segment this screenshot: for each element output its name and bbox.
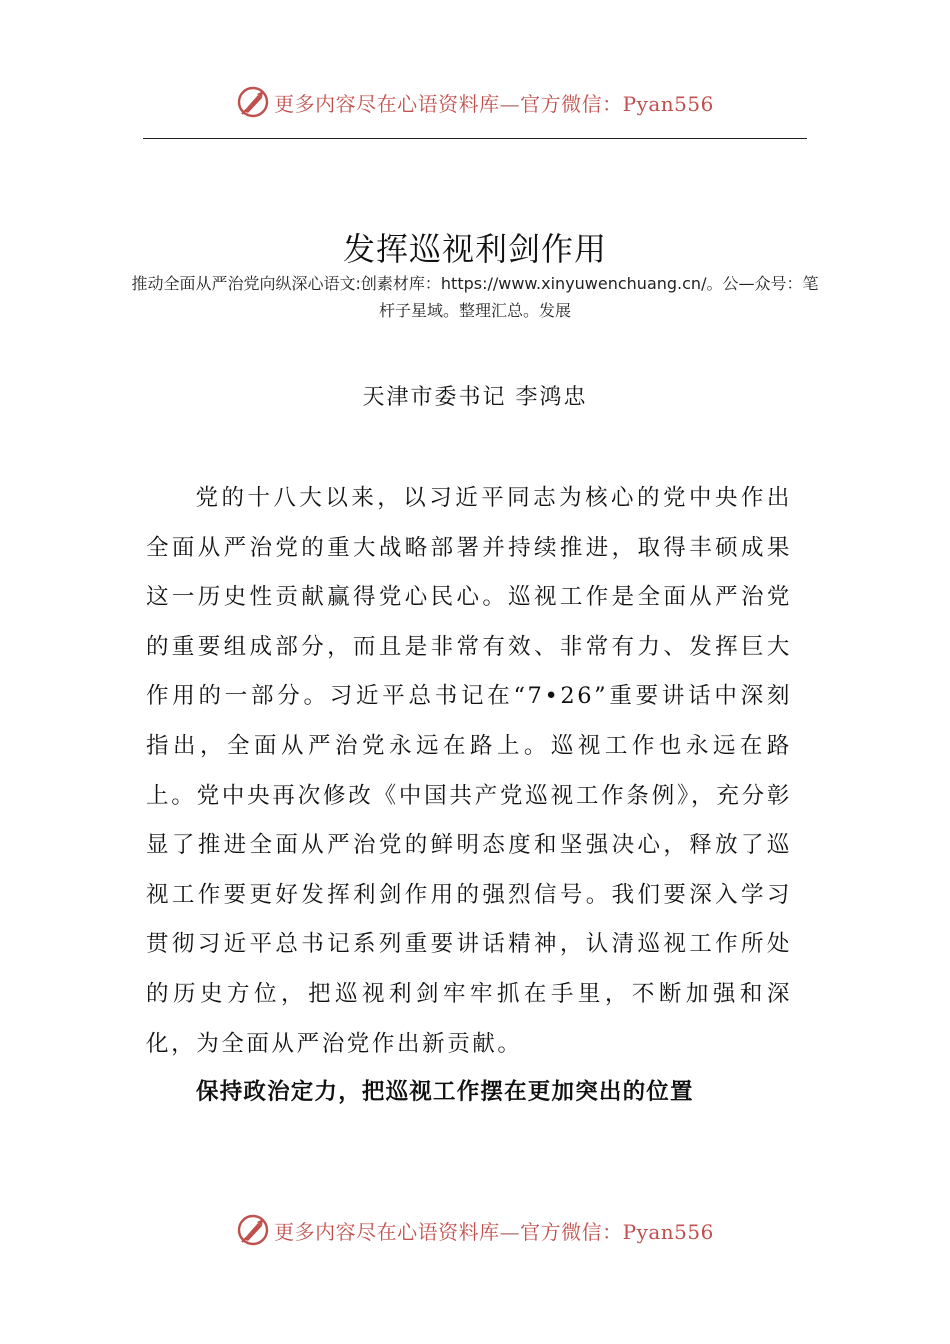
pen-nib-logo-icon: [236, 1213, 270, 1247]
section-heading: 保持政治定力，把巡视工作摆在更加突出的位置: [196, 1079, 694, 1105]
banner-text: 更多内容尽在心语资料库—官方微信：Pyan556: [274, 91, 714, 116]
author-line: 天津市委书记 李鸿忠: [362, 385, 588, 410]
header-watermark-banner: [0, 82, 950, 122]
pen-nib-logo-icon: [236, 85, 270, 119]
page-subtitle: 推动全面从严治党向纵深心语文:创素材库：https://www.xinyuwenchuang.cn/。公—众号：笔杆子星域。整理汇总。发展: [131, 274, 819, 320]
page-title: 发挥巡视利剑作用: [342, 230, 607, 268]
body-paragraph: 党的十八大以来，以习近平同志为核心的党中央作出全面从严治党的重大战略部署并持续推进，取得丰硕成果这一历史性贡献赢得党心民心。巡视工作是全面从严治党的重要组成部分，而且是非常有效、非常有力、发挥巨大作用的一部分。习近平总书记在“7•26”重要讲话中深刻指出，全面从严治党永远在路上。巡视工作也永远在路上。党中央再次修改《中国共产党巡视工作条例》，充分彰显了推进全面从严治党的鲜明态度和坚强决心，释放了巡视工作要更好发挥利剑作用的强烈信号。我们要深入学习贯彻习近平总书记系列重要讲话精神，认清巡视工作所处的历史方位，把巡视利剑牢牢抓在手里，不断加强和深化，为全面从严治党作出新贡献。: [146, 485, 792, 1057]
banner-text: 更多内容尽在心语资料库—官方微信：Pyan556: [274, 1219, 714, 1244]
header-divider: [143, 138, 807, 139]
footer-watermark-banner: [0, 1210, 950, 1250]
